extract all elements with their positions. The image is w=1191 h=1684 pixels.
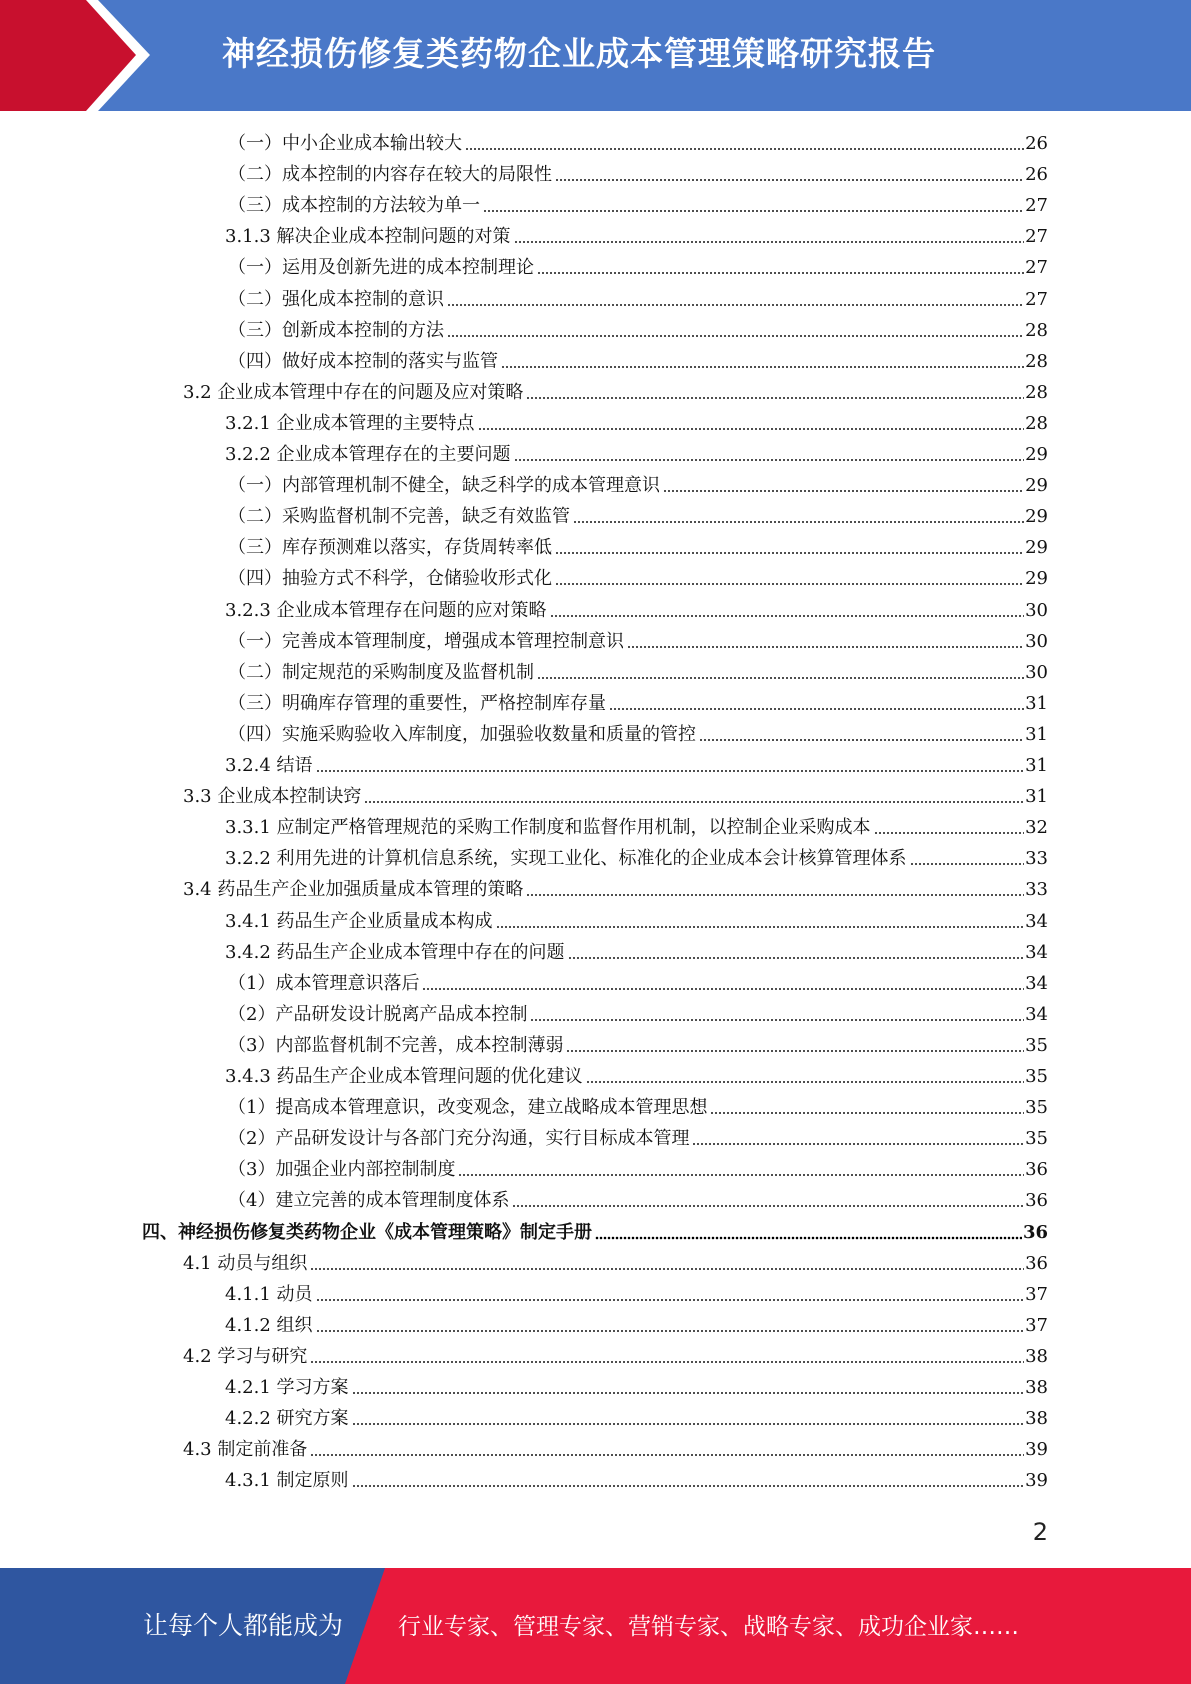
toc-dot-leader <box>316 769 1025 773</box>
toc-entry-title: 3.2.2 利用先进的计算机信息系统，实现工业化、标准化的企业成本会计核算管理体系 <box>225 848 907 870</box>
toc-entry-page: 34 <box>1025 972 1048 994</box>
header-arrow-decoration <box>0 0 160 111</box>
toc-entry-page: 31 <box>1025 755 1048 776</box>
toc-dot-leader <box>710 1111 1024 1115</box>
toc-entry-page: 28 <box>1025 350 1048 372</box>
toc-entry[interactable] <box>183 1246 1048 1277</box>
toc-entry-title: 4.2.2 研究方案 <box>225 1408 349 1430</box>
toc-entry-page: 34 <box>1025 941 1048 963</box>
toc-entry-title: （二）制定规范的采购制度及监督机制 <box>228 661 534 683</box>
toc-entry-title: （四）做好成本控制的落实与监管 <box>228 350 498 372</box>
toc-entry[interactable] <box>228 561 1048 592</box>
page-number: 2 <box>1032 1518 1048 1546</box>
toc-entry-title: 3.2 企业成本管理中存在的问题及应对策略 <box>183 381 524 403</box>
toc-entry[interactable] <box>228 157 1048 188</box>
toc-dot-leader <box>458 1173 1024 1177</box>
toc-entry[interactable] <box>228 966 1048 997</box>
toc-entry[interactable] <box>228 1183 1048 1214</box>
toc-entry-page: 29 <box>1025 506 1048 528</box>
toc-entry-page: 36 <box>1025 1190 1048 1212</box>
toc-entry-page: 34 <box>1025 1003 1048 1025</box>
toc-entry-page: 30 <box>1025 599 1048 621</box>
toc-entry-title: 4.1.1 动员 <box>225 1283 313 1305</box>
toc-entry-page: 36 <box>1022 1221 1048 1243</box>
toc-entry[interactable] <box>228 188 1048 219</box>
toc-entry-title: 4.1 动员与组织 <box>183 1252 308 1274</box>
toc-entry-page: 26 <box>1025 133 1048 154</box>
toc-entry-page: 27 <box>1025 195 1048 217</box>
toc-entry-page: 26 <box>1025 164 1048 186</box>
toc-entry-title: 3.2.4 结语 <box>225 755 313 776</box>
toc-entry-title: （三）库存预测难以落实，存货周转率低 <box>228 537 552 559</box>
toc-entry-page: 29 <box>1025 568 1048 590</box>
toc-dot-leader <box>627 645 1024 649</box>
toc-entry-title: （一）中小企业成本输出较大 <box>228 133 462 154</box>
toc-entry-title: 3.4.2 药品生产企业成本管理中存在的问题 <box>225 941 565 963</box>
toc-entry-title: 3.2.1 企业成本管理的主要特点 <box>225 412 475 434</box>
toc-entry-page: 27 <box>1025 257 1048 279</box>
toc-entry-title: 3.2.3 企业成本管理存在问题的应对策略 <box>225 599 547 621</box>
toc-entry-page: 27 <box>1025 226 1048 248</box>
toc-dot-leader <box>537 271 1024 275</box>
toc-entry[interactable] <box>228 313 1048 344</box>
toc-dot-leader <box>316 1298 1025 1302</box>
toc-entry-page: 37 <box>1025 1314 1048 1336</box>
toc-dot-leader <box>310 1360 1024 1364</box>
toc-entry-title: （一）完善成本管理制度，增强成本管理控制意识 <box>228 630 624 652</box>
toc-entry[interactable] <box>228 686 1048 717</box>
toc-entry[interactable] <box>228 997 1048 1028</box>
toc-entry-page: 38 <box>1025 1377 1048 1398</box>
toc-entry-page: 35 <box>1025 1097 1048 1119</box>
toc-entry[interactable] <box>225 406 1048 437</box>
toc-dot-leader <box>555 582 1024 586</box>
toc-entry[interactable] <box>225 1059 1048 1090</box>
toc-entry-page: 29 <box>1025 475 1048 497</box>
toc-entry[interactable] <box>183 1339 1048 1370</box>
toc-entry-page: 29 <box>1025 537 1048 559</box>
toc-entry-page: 31 <box>1025 723 1048 745</box>
toc-entry-page: 28 <box>1025 319 1048 341</box>
toc-entry[interactable] <box>225 437 1048 468</box>
toc-entry[interactable] <box>228 1090 1048 1121</box>
toc-entry-page: 38 <box>1025 1345 1048 1367</box>
footer-slogan-right: 行业专家、管理专家、营销专家、战略专家、成功企业家…… <box>398 1614 1019 1640</box>
toc-entry[interactable] <box>228 468 1048 499</box>
toc-entry-title: 4.2.1 学习方案 <box>225 1377 349 1398</box>
toc-entry[interactable] <box>225 1463 1048 1494</box>
toc-entry[interactable] <box>228 344 1048 375</box>
toc-dot-leader <box>447 334 1024 338</box>
toc-entry[interactable] <box>183 375 1048 406</box>
page-header <box>0 0 1191 111</box>
toc-entry-title: （1）成本管理意识落后 <box>228 972 420 994</box>
toc-entry-title: （三）创新成本控制的方法 <box>228 319 444 341</box>
toc-entry-title: 3.1.3 解决企业成本控制问题的对策 <box>225 226 511 248</box>
toc-entry-title: 4.3.1 制定原则 <box>225 1470 349 1492</box>
toc-dot-leader <box>422 987 1024 991</box>
toc-dot-leader <box>595 1236 1022 1240</box>
toc-entry-title: 3.4.3 药品生产企业成本管理问题的优化建议 <box>225 1066 583 1087</box>
toc-entry-title: （2）产品研发设计与各部门充分沟通，实行目标成本管理 <box>228 1128 690 1150</box>
toc-entry-page: 36 <box>1025 1252 1048 1274</box>
toc-entry-page: 37 <box>1025 1283 1048 1305</box>
toc-dot-leader <box>692 1142 1024 1146</box>
toc-dot-leader <box>364 800 1024 804</box>
toc-entry[interactable] <box>142 1215 1048 1246</box>
toc-dot-leader <box>483 209 1024 213</box>
toc-entry-page: 28 <box>1025 412 1048 434</box>
toc-entry-title: （3）加强企业内部控制制度 <box>228 1159 456 1181</box>
toc-entry-title: （4）建立完善的成本管理制度体系 <box>228 1190 510 1212</box>
toc-entry[interactable] <box>228 282 1048 313</box>
toc-entry-title: （三）明确库存管理的重要性，严格控制库存量 <box>228 692 606 714</box>
toc-entry-page: 35 <box>1025 1034 1048 1056</box>
toc-entry[interactable] <box>225 219 1048 250</box>
toc-entry-page: 39 <box>1025 1470 1048 1492</box>
toc-entry-title: 4.3 制定前准备 <box>183 1439 308 1461</box>
toc-entry-title: （四）实施采购验收入库制度，加强验收数量和质量的管控 <box>228 723 696 745</box>
toc-entry[interactable] <box>225 1370 1048 1401</box>
toc-entry[interactable] <box>228 250 1048 281</box>
toc-entry[interactable] <box>225 1401 1048 1432</box>
toc-dot-leader <box>609 707 1024 711</box>
toc-entry-title: 3.3.1 应制定严格管理规范的采购工作制度和监督作用机制，以控制企业采购成本 <box>225 817 871 839</box>
toc-entry-title: 四、神经损伤修复类药物企业《成本管理策略》制定手册 <box>142 1221 592 1243</box>
toc-entry-title: （1）提高成本管理意识，改变观念，建立战略成本管理思想 <box>228 1097 708 1119</box>
report-title: 神经损伤修复类药物企业成本管理策略研究报告 <box>222 34 936 73</box>
toc-entry[interactable] <box>228 1152 1048 1183</box>
toc-entry[interactable] <box>225 748 1048 779</box>
toc-dot-leader <box>496 925 1025 929</box>
toc-entry-title: （四）抽验方式不科学，仓储验收形式化 <box>228 568 552 590</box>
toc-dot-leader <box>316 1329 1025 1333</box>
toc-dot-leader <box>526 893 1024 897</box>
toc-entry-title: （二）强化成本控制的意识 <box>228 288 444 310</box>
toc-entry-title: 3.2.2 企业成本管理存在的主要问题 <box>225 444 511 465</box>
toc-dot-leader <box>874 831 1025 835</box>
toc-entry[interactable] <box>183 1432 1048 1463</box>
toc-dot-leader <box>586 1080 1025 1084</box>
toc-dot-leader <box>566 1049 1024 1053</box>
toc-dot-leader <box>555 551 1024 555</box>
toc-dot-leader <box>699 738 1024 742</box>
toc-dot-leader <box>573 520 1024 524</box>
toc-dot-leader <box>526 396 1024 400</box>
toc-entry[interactable] <box>228 126 1048 157</box>
toc-entry[interactable] <box>228 624 1048 655</box>
toc-dot-leader <box>352 1391 1025 1395</box>
toc-dot-leader <box>514 240 1025 244</box>
toc-dot-leader <box>530 1018 1024 1022</box>
toc-entry-page: 31 <box>1025 692 1048 714</box>
toc-entry[interactable] <box>228 499 1048 530</box>
toc-entry[interactable] <box>228 1121 1048 1152</box>
toc-dot-leader <box>352 1484 1025 1488</box>
toc-dot-leader <box>663 489 1024 493</box>
toc-entry-page: 30 <box>1025 630 1048 652</box>
toc-entry-title: （一）内部管理机制不健全，缺乏科学的成本管理意识 <box>228 475 660 497</box>
toc-entry-title: （二）成本控制的内容存在较大的局限性 <box>228 164 552 186</box>
toc-entry-page: 28 <box>1025 381 1048 403</box>
toc-entry-page: 33 <box>1025 879 1048 901</box>
toc-entry[interactable] <box>225 1308 1048 1339</box>
toc-entry-title: 4.1.2 组织 <box>225 1314 313 1336</box>
toc-dot-leader <box>550 614 1025 618</box>
toc-entry[interactable] <box>225 810 1048 841</box>
toc-dot-leader <box>310 1453 1024 1457</box>
toc-entry-title: 3.4 药品生产企业加强质量成本管理的策略 <box>183 879 524 901</box>
toc-entry-page: 36 <box>1025 1159 1048 1181</box>
toc-dot-leader <box>568 956 1025 960</box>
toc-dot-leader <box>537 676 1024 680</box>
toc-entry-page: 35 <box>1025 1066 1048 1087</box>
toc-entry-page: 38 <box>1025 1408 1048 1430</box>
toc-entry-page: 27 <box>1025 288 1048 310</box>
toc-entry[interactable] <box>225 935 1048 966</box>
toc-entry-page: 35 <box>1025 1128 1048 1150</box>
toc-entry-title: （二）采购监督机制不完善，缺乏有效监管 <box>228 506 570 528</box>
toc-entry[interactable] <box>225 841 1048 872</box>
toc-dot-leader <box>910 862 1025 866</box>
toc-dot-leader <box>512 1204 1024 1208</box>
page-footer <box>0 1568 1191 1684</box>
toc-dot-leader <box>501 365 1024 369</box>
toc-entry[interactable] <box>228 1028 1048 1059</box>
toc-entry-page: 34 <box>1025 910 1048 932</box>
toc-dot-leader <box>555 178 1024 182</box>
toc-dot-leader <box>478 427 1025 431</box>
toc-entry-title: 3.3 企业成本控制诀窍 <box>183 786 362 808</box>
toc-entry-title: 3.4.1 药品生产企业质量成本构成 <box>225 910 493 932</box>
toc-entry[interactable] <box>228 655 1048 686</box>
toc-entry-page: 32 <box>1025 817 1048 839</box>
toc-entry-page: 30 <box>1025 661 1048 683</box>
toc-entry-page: 39 <box>1025 1439 1048 1461</box>
toc-dot-leader <box>514 458 1025 462</box>
toc-entry-page: 31 <box>1025 786 1048 808</box>
toc-entry-title: （3）内部监督机制不完善，成本控制薄弱 <box>228 1034 564 1056</box>
toc-entry-page: 29 <box>1025 444 1048 465</box>
toc-dot-leader <box>310 1267 1024 1271</box>
toc-dot-leader <box>447 303 1024 307</box>
toc-entry-page: 33 <box>1025 848 1048 870</box>
toc-entry-title: （2）产品研发设计脱离产品成本控制 <box>228 1003 528 1025</box>
toc-entry-title: （三）成本控制的方法较为单一 <box>228 195 480 217</box>
toc-entry[interactable] <box>225 1277 1048 1308</box>
toc-dot-leader <box>352 1422 1025 1426</box>
toc-entry-title: （一）运用及创新先进的成本控制理论 <box>228 257 534 279</box>
toc-dot-leader <box>465 147 1024 151</box>
footer-slogan-left: 让每个人都能成为 <box>143 1611 344 1640</box>
toc-entry[interactable] <box>228 717 1048 748</box>
toc-entry[interactable] <box>183 872 1048 903</box>
toc-entry[interactable] <box>225 593 1048 624</box>
toc-entry[interactable] <box>183 779 1048 810</box>
toc-entry-title: 4.2 学习与研究 <box>183 1345 308 1367</box>
toc-entry[interactable] <box>228 530 1048 561</box>
toc-entry[interactable] <box>225 904 1048 935</box>
